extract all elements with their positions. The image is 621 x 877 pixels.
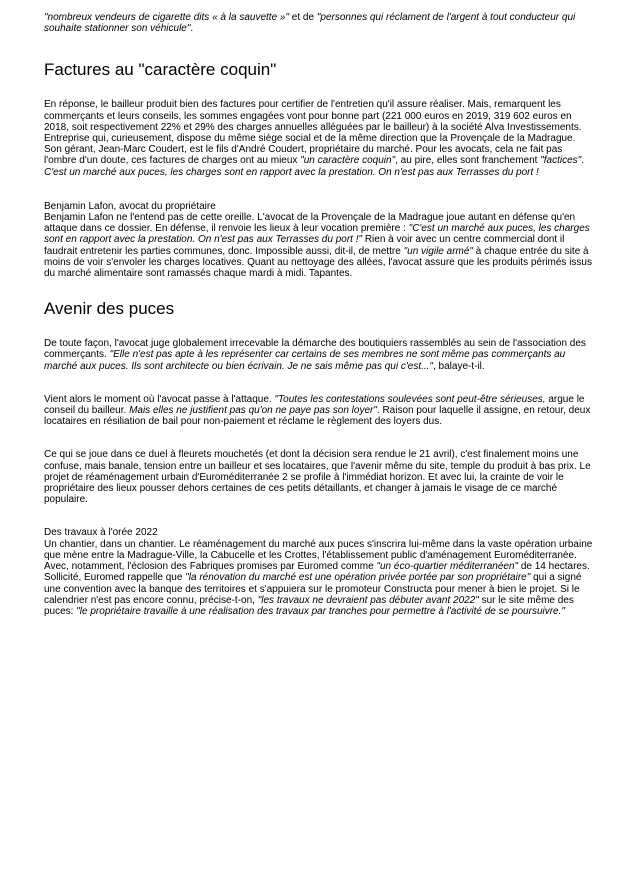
lafon-text-1: Benjamin Lafon ne l'entend pas de cette oreille. L'avocat de la Provençale de la Madrague joue autant en défense qu'en attaque dans ce dossier. En défense, il renvoie les lieux à leur vocation première :: [44, 212, 576, 235]
intro-text-1: et de: [289, 12, 317, 23]
travaux-text-1: Un chantier, dans un chantier. Le réaménagement du marché aux puces s'inscrira lui-même dans la vaste opération urbaine que mène entre la Madrague-Ville, la Cabucelle et les Crottes, l'établissement public d'aménagement Euroméditerranée. Avec, notamment, l'éclosion des Fabriques promises par Euromed comme: [44, 538, 593, 573]
intro-quote-1: "nombreux vendeurs de cigarette dits « à la sauvette »": [44, 12, 290, 23]
travaux-quote-4: "le propriétaire travaille à une réalisation des travaux par tranches pour permettre à l'activité de se poursuivre.": [76, 605, 565, 617]
avenir-paragraph-2: [44, 394, 595, 428]
pull-quote-text: C'est un marché aux puces, les charges sont en rapport avec la prestation. On n'est pas aux Terrasses du port !: [44, 166, 539, 178]
avenir-p2-text-3: . Raison pour laquelle il assigne, en retour, deux locataires en résiliation de bail pour non-paiement et réclame le règlement des loyers dus.: [44, 405, 591, 428]
factures-quote-2: "factices": [540, 155, 582, 167]
travaux-text-3: qui a signé une convention avec la banque des territoires et s'appuiera sur le promoteur Constructa pour mener à bien le projet. Si le calendrier n'est pas encore connu, précise-t-on,: [44, 572, 582, 606]
avenir-paragraph-1: [44, 338, 595, 372]
heading-factures: Factures au "caractère coquin": [44, 60, 277, 80]
factures-paragraph: [44, 99, 595, 166]
avenir-p1-text-1: De toute façon, l'avocat juge globalement irrecevable la démarche des boutiquiers rassemblés au sein de l'association des commerçants.: [44, 338, 586, 361]
travaux-text-2: de 14 hectares. Sollicité, Euromed rappelle que: [44, 561, 590, 584]
travaux-quote-1: "un éco-quartier méditerranéen": [376, 561, 519, 573]
intro-quote-2: "personnes qui réclament de l'argent à tout conducteur qui souhaite stationner son véhicule": [44, 12, 576, 35]
pull-quote: [44, 167, 595, 178]
factures-quote-1: "un caractère coquin": [300, 155, 396, 167]
lafon-quote-1: "C'est un marché aux puces, les charges sont en rapport avec la prestation. On n'est pas aux Terrasses du port !": [44, 223, 590, 246]
avenir-p2-text-2: argue le conseil du bailleur.: [44, 393, 585, 417]
factures-text-1: En réponse, le bailleur produit bien des factures pour certifier de l'entretien qu'il assure réaliser. Mais, remarquent les commerçants et leurs conseils, les sommes engagées vont pour bonne part (221 000 euros en 2019, 319 602 euros en 2018, soit respectivement 22% et 29% des charges annuelles alléguées par le bailleur) à la société Alva Investissements. Entreprise qui, curieusement, dispose du même siège social et de la même direction que la Provençale de la Madrague. Son gérant, Jean-Marc Coudert, est le fils d'André Coudert, propriétaire du marché. Pour les avocats, cela ne fait pas l'ombre d'un doute, ces factures de charges ont au mieux: [44, 99, 582, 167]
travaux-paragraph: [44, 539, 595, 617]
factures-text-3: .: [581, 155, 584, 167]
travaux-quote-3: "les travaux ne devraient pas débuter avant 2022": [257, 594, 479, 606]
lafon-text-2: Rien à voir avec un centre commercial dont il faudrait entretenir les parties communes, donc. Impossible aussi, dit-il, de mettre: [44, 234, 565, 257]
travaux-text-4: sur le site même des puces:: [44, 594, 574, 617]
lafon-text-3: à chaque entrée du site à moins de voir s'envoler les charges locatives. Quant au nettoyage des allées, l'avocat assure que les produits périmés issus du marché alimentaire sont ramassés chaque mardi à midi. Tapantes.: [44, 245, 592, 280]
avenir-p2-quote-1: "Toutes les contestations soulevées sont peut-être sérieuses,: [274, 393, 546, 405]
travaux-quote-2: "la rénovation du marché est une opération privée portée par son propriétaire": [185, 572, 531, 584]
intro-text-2: .: [190, 23, 194, 35]
avenir-paragraph-3: Ce qui se joue dans ce duel à fleurets mouchetés (et dont la décision sera rendue le 21 avril), c'est finalement moins une confuse, mais banale, tension entre un bailleur et ses locataires, que l'avenir même du site, temple du produit à bas prix. Le projet de réaménagement urbain d'Euroméditerranée 2 se profile à l'immédiat horizon. Et avec lui, la crainte de voir le propriétaire des lieux pousser dehors certaines de ces petits détaillants, et changer à jamais le visage de ce marché populaire.: [44, 449, 591, 506]
avenir-p1-text-2: , balaye-t-il.: [432, 360, 485, 372]
heading-avenir: Avenir des puces: [44, 299, 175, 319]
lafon-caption: Benjamin Lafon, avocat du propriétaire: [44, 200, 216, 212]
avenir-p1-quote: "Elle n'est pas apte à les représenter car certains de ses membres ne sont même pas commerçants au marché aux puces. Ils sont architecte ou bien écrivain. Je ne sais même pas qui c'est...": [44, 349, 566, 372]
lafon-quote-2: "un vigile armé": [403, 245, 473, 257]
intro-paragraph: [44, 12, 595, 34]
avenir-p2-quote-2: Mais elles ne justifient pas qu'on ne paye pas son loyer": [129, 405, 377, 417]
travaux-caption: Des travaux à l'orée 2022: [44, 527, 158, 539]
avenir-p2-text-1: Vient alors le moment où l'avocat passe à l'attaque.: [44, 393, 275, 405]
factures-text-2: , au pire, elles sont franchement: [395, 155, 541, 167]
lafon-paragraph: [44, 212, 595, 279]
